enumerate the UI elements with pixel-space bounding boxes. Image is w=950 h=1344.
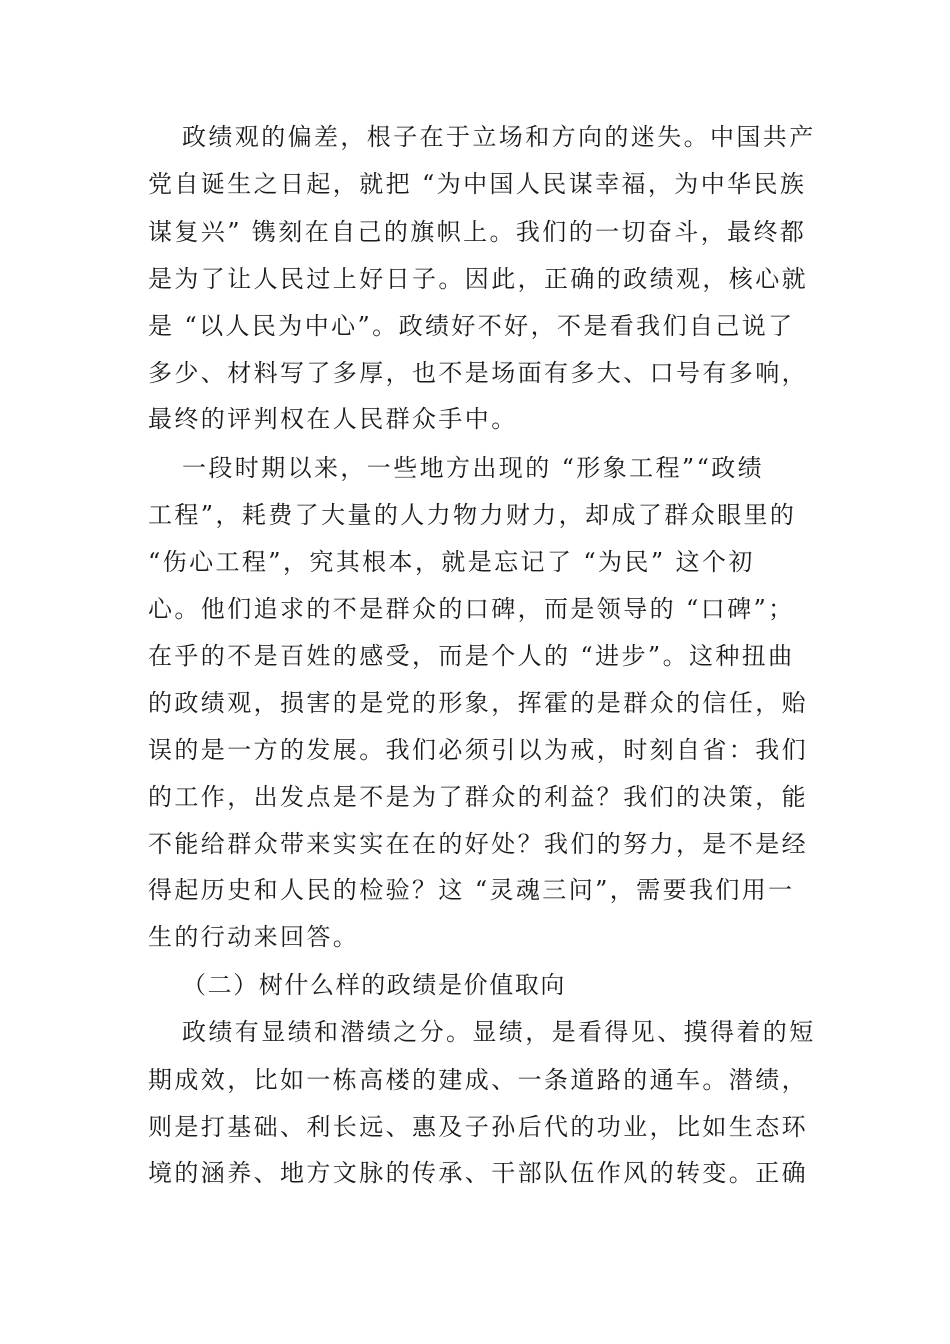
paragraph-2-line-9: 不能给群众带来实实在在的好处？我们的努力，是不是经: [148, 830, 808, 858]
paragraph-3-line-3: 则是打基础、利长远、惠及子孙后代的功业，比如生态环: [148, 1113, 808, 1141]
paragraph-2-line-8: 的工作，出发点是不是为了群众的利益？我们的决策，能: [148, 783, 808, 811]
paragraph-1-line-4: 是为了让人民过上好日子。因此，正确的政绩观，核心就: [148, 265, 808, 293]
paragraph-3-line-1: 政绩有显绩和潜绩之分。显绩，是看得见、摸得着的短: [182, 1018, 816, 1046]
paragraph-2-line-6: 的政绩观，损害的是党的形象，挥霍的是群众的信任，贻: [148, 689, 808, 717]
paragraph-2-line-2: 工程”，耗费了大量的人力物力财力，却成了群众眼里的: [148, 501, 797, 529]
paragraph-3-line-4: 境的涵养、地方文脉的传承、干部队伍作风的转变。正确: [148, 1159, 808, 1187]
paragraph-1-line-5: 是 “以人民为中心”。政绩好不好，不是看我们自己说了: [148, 312, 795, 340]
paragraph-2-line-5: 在乎的不是百姓的感受，而是个人的 “进步”。这种扭曲: [148, 642, 795, 670]
paragraph-2-line-1: 一段时期以来，一些地方出现的 “形象工程”“政绩: [182, 454, 765, 482]
paragraph-2-line-10: 得起历史和人民的检验？这 “灵魂三问”，需要我们用一: [148, 876, 795, 904]
paragraph-2-line-11: 生的行动来回答。: [148, 923, 360, 951]
paragraph-3-line-2: 期成效，比如一栋高楼的建成、一条道路的通车。潜绩，: [148, 1066, 808, 1094]
paragraph-2-line-4: 心。他们追求的不是群众的口碑，而是领导的 “口碑”；: [148, 595, 795, 623]
paragraph-1-line-1: 政绩观的偏差，根子在于立场和方向的迷失。中国共产: [182, 123, 816, 151]
paragraph-2-line-7: 误的是一方的发展。我们必须引以为戒，时刻自省：我们: [148, 736, 808, 764]
section-heading: （二）树什么样的政绩是价值取向: [182, 971, 566, 999]
paragraph-2-line-3: “伤心工程”，究其根本，就是忘记了 “为民” 这个初: [148, 548, 755, 576]
paragraph-1-line-3: 谋复兴” 镌刻在自己的旗帜上。我们的一切奋斗，最终都: [148, 218, 807, 246]
paragraph-1-line-7: 最终的评判权在人民群众手中。: [148, 405, 518, 433]
paragraph-1-line-2: 党自诞生之日起，就把 “为中国人民谋幸福，为中华民族: [148, 170, 807, 198]
paragraph-1-line-6: 多少、材料写了多厚，也不是场面有多大、口号有多响，: [148, 359, 808, 387]
